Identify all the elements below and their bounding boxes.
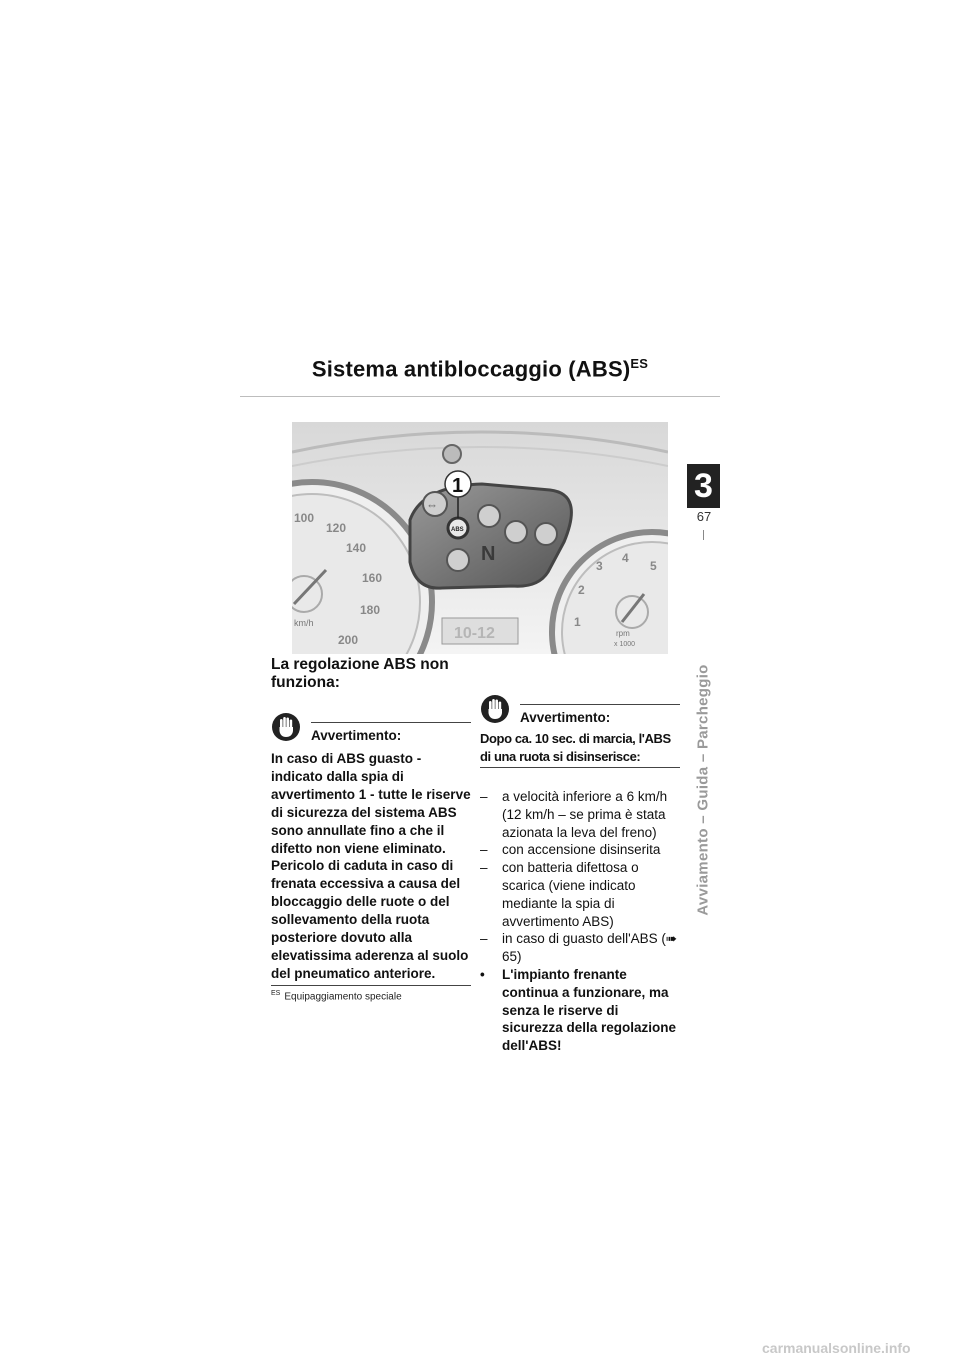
warning-divider (311, 722, 471, 723)
right-column (480, 690, 680, 1055)
page-title (240, 356, 720, 382)
top-indicator-icon (443, 445, 461, 463)
fuel-icon (447, 549, 469, 571)
rpm-tick: 1 (574, 615, 581, 629)
chapter-side-label: Avviamento – Guida – Parcheggio (694, 664, 712, 916)
rpm-tick: 4 (622, 551, 629, 565)
list-item-text: a velocità inferiore a 6 km/h (12 km/h – se prima è stata azionata la leva del freno) (502, 789, 668, 840)
list-item (480, 788, 680, 841)
rpm-tick: 5 (650, 559, 657, 573)
stop-hand-icon (271, 712, 301, 742)
page-title-text: Sistema antibloccaggio (ABS) (311, 356, 631, 382)
warning-title: Avvertimento: (520, 710, 611, 725)
speedo-tick: 120 (326, 521, 347, 535)
warning-header (271, 708, 471, 748)
speedo-unit: km/h (294, 618, 314, 628)
odometer-digits: 10-12 (454, 625, 495, 642)
footnote-mark: ES (271, 990, 281, 997)
watermark: carmanualsonline.info (762, 1340, 911, 1356)
list-marker: – (480, 842, 488, 858)
title-divider (240, 396, 720, 397)
list-marker: – (480, 789, 488, 804)
list-marker: – (480, 931, 488, 947)
list-item (480, 841, 680, 859)
list-marker: – (480, 860, 488, 876)
rpm-unit: rpm (616, 629, 630, 638)
title-superscript: ES (630, 356, 649, 371)
left-column (271, 656, 471, 986)
callout-number: 1 (452, 475, 464, 497)
chapter-number: 3 (694, 467, 713, 505)
warning-text: Dopo ca. 10 sec. di marcia, l'ABS di una ruota si disinserisce: (480, 731, 671, 764)
turn-signal-icon: ⇔ (426, 498, 438, 512)
speedo-tick: 140 (346, 541, 367, 555)
list-item (480, 859, 680, 930)
instrument-cluster-illustration (292, 422, 668, 654)
list-marker: • (480, 966, 485, 982)
abs-label: ABS (451, 527, 464, 533)
speedo-tick: 100 (294, 511, 315, 525)
side-divider (703, 530, 704, 540)
chapter-tab (687, 464, 720, 508)
rpm-tick: 2 (578, 583, 585, 597)
list-item-text: con batteria difettosa o scarica (viene indicato mediante la spia di avvertimento ABS) (502, 860, 639, 929)
warning-end-divider (480, 767, 680, 768)
warning-divider (520, 704, 680, 705)
speedo-tick: 160 (362, 571, 383, 585)
rpm-multiplier: x 1000 (614, 641, 636, 648)
speedo-tick: 180 (360, 603, 381, 617)
conditions-list (480, 788, 680, 1055)
instrument-cluster-figure (292, 422, 668, 654)
list-item-text: in caso di guasto dell'ABS (➠ 65) (502, 931, 678, 965)
list-item-text: L'impianto frenante continua a funzionare, ma senza le riserve di sicurezza della regolazione dell'ABS! (502, 966, 677, 1054)
warning-header (480, 690, 680, 730)
list-item (480, 966, 680, 1055)
rpm-tick: 3 (596, 559, 603, 573)
footnote-text: Equipaggiamento speciale (284, 991, 402, 1003)
warning-text: In caso di ABS guasto - indicato dalla spia di avvertimento 1 - tutte le riserve di sicurezza del sistema ABS sono annullate fino a che il difetto non viene eliminato. Pericolo di caduta in caso di frenata eccessiva a causa del bloccaggio delle ruote o del sollevamento della ruota posteriore dovuto alla elevatissima aderenza al suolo del pneumatico anteriore. (271, 751, 471, 981)
list-item (480, 930, 680, 966)
page-number: 67 (696, 509, 712, 524)
footnote (271, 990, 402, 1002)
warning-title: Avvertimento: (311, 728, 402, 743)
speedo-tick: 200 (338, 633, 359, 647)
section-heading: La regolazione ABS non funziona: (271, 656, 449, 691)
neutral-indicator: N (481, 543, 496, 565)
warning-end-divider (271, 985, 471, 986)
list-item-text: con accensione disinserita (502, 842, 661, 858)
stop-hand-icon (480, 694, 510, 724)
